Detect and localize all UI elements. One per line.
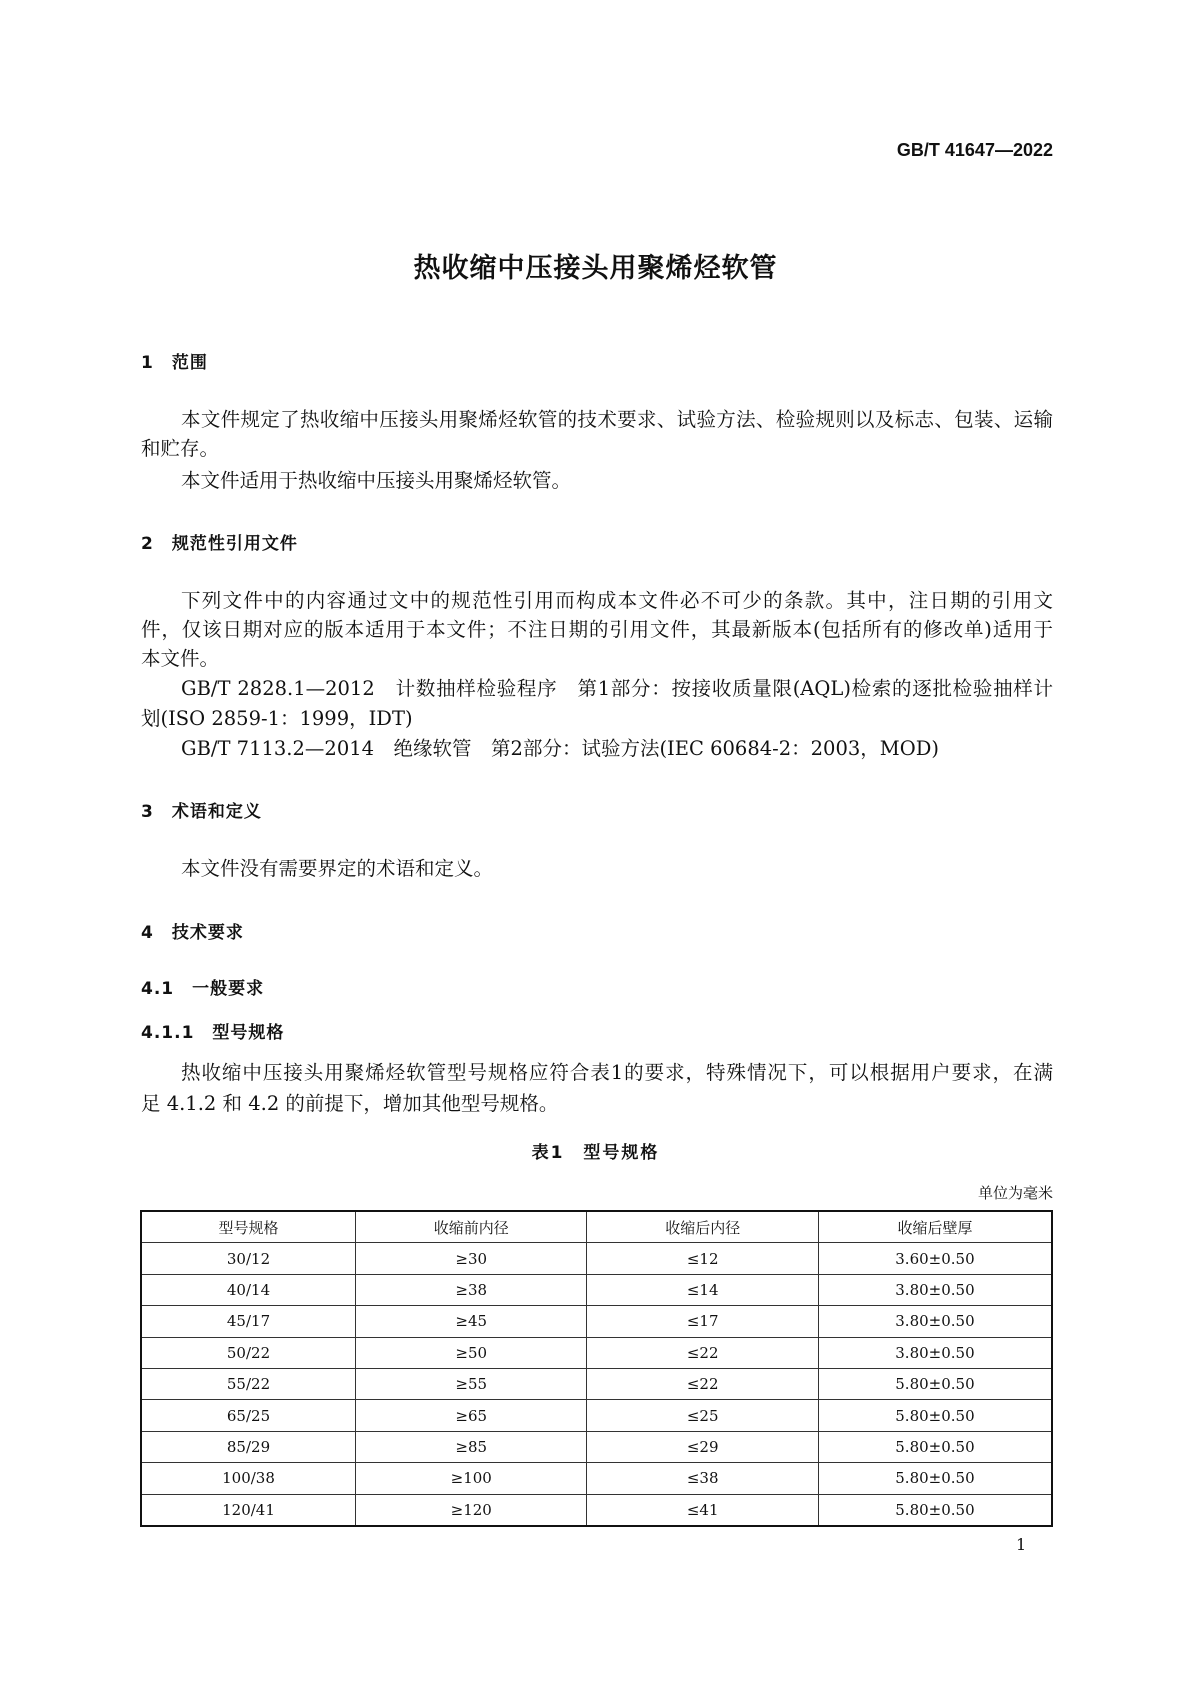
table-row: [141, 1243, 1052, 1274]
paragraph-line: 热收缩中压接头用聚烯烃软管型号规格应符合表1的要求，特殊情况下，可以根据用户要求，在满: [181, 1061, 1053, 1084]
paragraph-line: 件，仅该日期对应的版本适用于本文件；不注日期的引用文件，其最新版本(包括所有的修改单)适用于: [141, 618, 1053, 641]
table-row: [141, 1494, 1052, 1526]
table-cell: ≥85: [356, 1431, 587, 1462]
table-row: [141, 1400, 1052, 1431]
paragraph-line: 本文件没有需要界定的术语和定义。: [181, 857, 494, 880]
column-header: 收缩后内径: [587, 1211, 818, 1243]
table-row: [141, 1306, 1052, 1337]
table-cell: ≤29: [587, 1431, 818, 1462]
table-header-row: [141, 1211, 1052, 1243]
table-cell: ≤17: [587, 1306, 818, 1337]
table-cell: ≥30: [356, 1243, 587, 1274]
section-4-heading: [141, 918, 244, 943]
table-cell: ≤38: [587, 1463, 818, 1494]
table-cell: 5.80±0.50: [818, 1431, 1052, 1462]
table-cell: ≥65: [356, 1400, 587, 1431]
column-header: 收缩后壁厚: [818, 1211, 1052, 1243]
paragraph-line: 足 4.1.2 和 4.2 的前提下，增加其他型号规格。: [141, 1092, 559, 1115]
section-title: 术语和定义: [171, 802, 262, 822]
reference-line: GB/T 7113.2—2014 绝缘软管 第2部分：试验方法(IEC 60684-2：2003，MOD): [181, 737, 939, 760]
table-cell: 5.80±0.50: [818, 1494, 1052, 1526]
table-cell: ≤25: [587, 1400, 818, 1431]
table-unit: 单位为毫米: [977, 1184, 1053, 1202]
table-cell: 5.80±0.50: [818, 1368, 1052, 1399]
section-1-heading: [141, 348, 208, 373]
table-cell: ≥55: [356, 1368, 587, 1399]
table-cell: 120/41: [141, 1494, 356, 1526]
page-number: 1: [1016, 1535, 1027, 1554]
paragraph-line: 本文件规定了热收缩中压接头用聚烯烃软管的技术要求、试验方法、检验规则以及标志、包装、运输: [181, 408, 1053, 431]
section-title: 规范性引用文件: [171, 534, 298, 554]
section-number: 4: [141, 923, 154, 943]
table-cell: 30/12: [141, 1243, 356, 1274]
paragraph-line: 和贮存。: [141, 437, 220, 460]
column-header: 型号规格: [141, 1211, 356, 1243]
section-number: 1: [141, 353, 154, 373]
paragraph-line: 下列文件中的内容通过文中的规范性引用而构成本文件必不可少的条款。其中，注日期的引用文: [181, 589, 1053, 612]
section-title: 技术要求: [171, 923, 244, 943]
section-4-1-1-heading: [141, 1018, 284, 1043]
table-cell: 100/38: [141, 1463, 356, 1494]
table-cell: ≤22: [587, 1368, 818, 1399]
table-title: 表1 型号规格: [531, 1143, 660, 1163]
table-cell: 65/25: [141, 1400, 356, 1431]
paragraph-line: 本文件。: [141, 647, 220, 670]
table-cell: 85/29: [141, 1431, 356, 1462]
table-cell: ≥100: [356, 1463, 587, 1494]
table-cell: 3.80±0.50: [818, 1274, 1052, 1305]
reference-line: 划(ISO 2859-1：1999，IDT): [141, 707, 413, 730]
table-cell: 50/22: [141, 1337, 356, 1368]
section-number: 4.1.1: [141, 1023, 195, 1043]
table-row: [141, 1463, 1052, 1494]
table-row: [141, 1368, 1052, 1399]
table-cell: ≤41: [587, 1494, 818, 1526]
table-cell: 3.80±0.50: [818, 1337, 1052, 1368]
section-title: 范围: [171, 353, 208, 373]
table-cell: 3.60±0.50: [818, 1243, 1052, 1274]
column-header: 收缩前内径: [356, 1211, 587, 1243]
table-row: [141, 1337, 1052, 1368]
section-2-heading: [141, 529, 298, 554]
table-cell: ≥50: [356, 1337, 587, 1368]
section-3-heading: [141, 797, 262, 822]
table-row: [141, 1274, 1052, 1305]
spec-table: [140, 1210, 1053, 1527]
table-cell: 40/14: [141, 1274, 356, 1305]
section-number: 4.1: [141, 979, 175, 999]
table-row: [141, 1431, 1052, 1462]
section-4-1-heading: [141, 974, 264, 999]
section-number: 2: [141, 534, 154, 554]
table-cell: 3.80±0.50: [818, 1306, 1052, 1337]
document-title: 热收缩中压接头用聚烯烃软管: [413, 253, 778, 284]
table-cell: ≤14: [587, 1274, 818, 1305]
standard-number: GB/T 41647—2022: [896, 140, 1053, 160]
table-cell: 45/17: [141, 1306, 356, 1337]
section-title: 型号规格: [212, 1023, 285, 1043]
table-cell: ≤22: [587, 1337, 818, 1368]
table-cell: 5.80±0.50: [818, 1400, 1052, 1431]
table-cell: 5.80±0.50: [818, 1463, 1052, 1494]
table-cell: ≥45: [356, 1306, 587, 1337]
section-number: 3: [141, 802, 154, 822]
paragraph-line: 本文件适用于热收缩中压接头用聚烯烃软管。: [181, 469, 572, 492]
table-cell: ≥38: [356, 1274, 587, 1305]
table-cell: 55/22: [141, 1368, 356, 1399]
table-cell: ≤12: [587, 1243, 818, 1274]
table-cell: ≥120: [356, 1494, 587, 1526]
section-title: 一般要求: [192, 979, 265, 999]
reference-line: GB/T 2828.1—2012 计数抽样检验程序 第1部分：按接收质量限(AQL)检索的逐批检验抽样计: [181, 677, 1053, 700]
